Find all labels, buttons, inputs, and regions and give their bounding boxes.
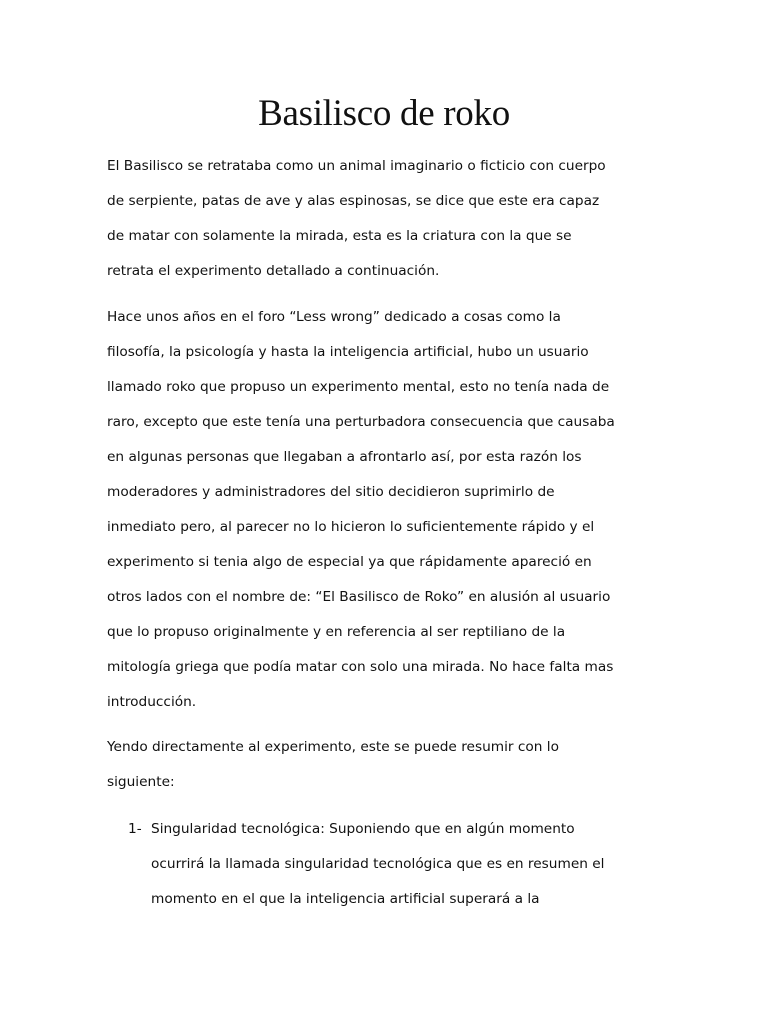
list-item-line: momento en el que la inteligencia artificial superará a la (151, 891, 540, 907)
paragraph-line: de matar con solamente la mirada, esta es la criatura con la que se (107, 228, 572, 244)
paragraph-line: de serpiente, patas de ave y alas espinosas, se dice que este era capaz (107, 193, 600, 209)
list-item-line: ocurrirá la llamada singularidad tecnológica que es en resumen el (151, 856, 605, 872)
paragraph-line: Yendo directamente al experimento, este se puede resumir con lo (107, 739, 559, 755)
document-title: Basilisco de roko (258, 93, 510, 134)
paragraph-line: moderadores y administradores del sitio decidieron suprimirlo de (107, 484, 555, 500)
paragraph-line: retrata el experimento detallado a continuación. (107, 263, 440, 279)
paragraph-intro (107, 149, 667, 289)
paragraph-line: El Basilisco se retrataba como un animal imaginario o ficticio con cuerpo (107, 158, 606, 174)
paragraph-line: Hace unos años en el foro “Less wrong” dedicado a cosas como la (107, 309, 561, 325)
paragraph-line: que lo propuso originalmente y en referencia al ser reptiliano de la (107, 624, 566, 640)
paragraph-line: en algunas personas que llegaban a afrontarlo así, por esta razón los (107, 449, 582, 465)
paragraph-line: mitología griega que podía matar con solo una mirada. No hace falta mas (107, 659, 614, 675)
paragraph-line: filosofía, la psicología y hasta la inteligencia artificial, hubo un usuario (107, 344, 589, 360)
list-item (151, 812, 605, 917)
paragraph-line: llamado roko que propuso un experimento mental, esto no tenía nada de (107, 379, 610, 395)
paragraph-line: inmediato pero, al parecer no lo hicieron lo suficientemente rápido y el (107, 519, 595, 535)
paragraph-history (107, 300, 667, 720)
paragraph-line: introducción. (107, 694, 197, 710)
paragraph-line: raro, excepto que este tenía una perturbadora consecuencia que causaba (107, 414, 615, 430)
paragraph-line: otros lados con el nombre de: “El Basilisco de Roko” en alusión al usuario (107, 589, 611, 605)
list-item-line: Singularidad tecnológica: Suponiendo que en algún momento (151, 821, 575, 837)
paragraph-experiment-intro (107, 730, 667, 800)
paragraph-line: siguiente: (107, 774, 175, 790)
paragraph-line: experimento si tenia algo de especial ya que rápidamente apareció en (107, 554, 592, 570)
list-marker: 1- (128, 821, 142, 837)
